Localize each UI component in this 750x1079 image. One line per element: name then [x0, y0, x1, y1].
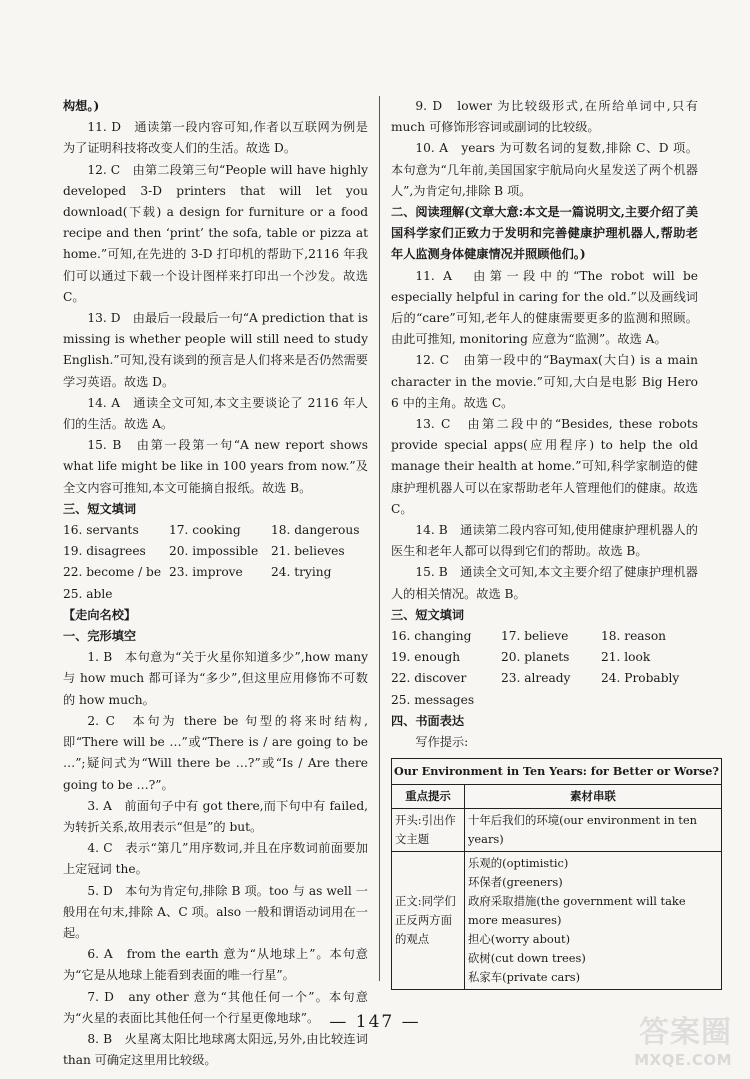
blank-23: 23. improve [169, 565, 243, 580]
answer-9: 9. D lower 为比较级形式,在所给单词中,只有 much 可修饰形容词或副词的比较级。 [391, 99, 698, 135]
answer-2: 2. C 本句为 there be 句型的将来时结构,即“There will be …”或“There is / are going to be …”;疑问式为“Will there be …?”或“Is / Are there going to be …?”。 [63, 713, 368, 792]
table-header: 重点提示 [392, 785, 465, 809]
blank-16: 16. changing [391, 629, 472, 644]
right-column [391, 96, 719, 990]
writing-outline-table [391, 758, 722, 990]
answer-5: 5. D 本句为肯定句,排除 B 项。too 与 as well 一般用在句末,排除 A、C 项。also 一般和谓语动词用在一起。 [63, 883, 368, 940]
blank-22: 22. become / be [63, 565, 162, 580]
blank-answers [63, 520, 368, 605]
blank-17: 17. believe [501, 629, 569, 644]
answer-14: 14. B 通读第二段内容可知,使用健康护理机器人的医生和老年人都可以得到它们的帮助。故选 B。 [391, 523, 698, 559]
table-cell [465, 852, 722, 990]
answer-6: 6. A from the earth 意为“从地球上”。本句意为“它是从地球上能看到表面的唯一行星”。 [63, 947, 368, 983]
blank-25: 25. messages [391, 692, 475, 707]
table-cell: 十年后我们的环境(our environment in ten years) [465, 809, 722, 852]
answer-8: 8. B 火星离太阳比地球离太阳远,另外,由比较连词 than 可确定这里用比较级。 [63, 1031, 368, 1068]
list-item: 担心(worry about) [468, 932, 571, 947]
answer-4: 4. C 表示“第几”用序数词,并且在序数词前面要加上定冠词 the。 [63, 841, 368, 877]
blank-23: 23. already [501, 671, 571, 686]
blank-20: 20. impossible [169, 544, 259, 559]
answer-11: 11. A 由第一段中的“The robot will be especially helpful in caring for the old.”以及画线词后的“care”可知,老年人的健康需要更多的监测和照顾。由此可推知, monitoring 应意为“监测”。故选 A。 [391, 268, 698, 347]
answer-7: 7. D any other 意为“其他任何一个”。本句意为“火星的表面比其他任何一个行星更像地球”。 [63, 989, 368, 1025]
answer-11: 11. D 通读第一段内容可知,作者以互联网为例是为了证明科技将改变人们的生活。故选 D。 [63, 120, 368, 156]
blank-19: 19. disagrees [63, 544, 146, 559]
section-heading: 四、书面表达 [391, 713, 465, 728]
page-number: — 147 — [329, 1012, 421, 1032]
left-column [63, 96, 368, 1071]
list-item: 砍树(cut down trees) [468, 951, 586, 966]
blank-24: 24. Probably [601, 671, 680, 686]
answer-12: 12. C 由第一段中的“Baymax(大白) is a main character in the movie.”可知,大白是电影 Big Hero 6 中的主角。故选 C。 [391, 353, 698, 410]
list-item: 乐观的(optimistic) [468, 856, 569, 871]
blank-21: 21. believes [271, 544, 345, 559]
blank-24: 24. trying [271, 565, 332, 580]
blank-22: 22. discover [391, 671, 467, 686]
watermark [612, 1011, 742, 1073]
answer-14: 14. A 通读全文可知,本文主要谈论了 2116 年人们的生活。故选 A。 [63, 395, 368, 432]
answer-13: 13. C 由第二段中的“Besides, these robots provide special apps(应用程序) to help the old manage their health at home.”可知,科学家制造的健康护理机器人可以在家帮助老年人管理他们的健康。故选 C。 [391, 417, 698, 516]
answer-1: 1. B 本句意为“关于火星你知道多少”,how many 与 how much 都可译为“多少”,但这里应用修饰不可数的 how much。 [63, 650, 368, 707]
answer-15: 15. B 由第一段第一句“A new report shows what life might be like in 100 years from now.”及全文内容可推知,本文可能摘自报纸。故选 B。 [63, 438, 368, 495]
list-item: 私家车(private cars) [468, 970, 581, 985]
blank-20: 20. planets [501, 650, 570, 665]
section-heading: 三、短文填词 [63, 501, 137, 516]
section-heading: 一、完形填空 [63, 629, 137, 644]
list-item: 环保者(greeners) [468, 875, 563, 890]
watermark-logo: 答案圈 [639, 1015, 732, 1050]
table-cell: 正文:同学们正反两方面的观点 [392, 852, 465, 990]
blank-answers [391, 626, 698, 711]
blank-18: 18. reason [601, 629, 667, 644]
blank-19: 19. enough [391, 650, 461, 665]
list-item: 政府采取措施(the government will take more measures) [468, 894, 686, 928]
part-heading: 【走向名校】 [63, 607, 137, 622]
answer-12: 12. C 由第二段第三句“People will have highly developed 3-D printers that will let you download(下载) a design for furniture or a food recipe and then ‘print’ the sofa, table or pizza at home.”可知,在先进的 3-D 打印机的帮助下,2116 年我们可以通过下载一个设计图样来打印出一个沙发。故选 C。 [63, 162, 368, 304]
blank-25: 25. able [63, 586, 113, 601]
table-header: 素材串联 [465, 785, 722, 809]
writing-label: 写作提示: [415, 735, 469, 750]
blank-21: 21. look [601, 650, 651, 665]
answer-13: 13. D 由最后一段最后一句“A prediction that is missing is whether people will still need to study English.”可知,没有谈到的预言是人们将来是否仍然需要学习英语。故选 D。 [63, 311, 368, 389]
answer-10: 10. A years 为可数名词的复数,排除 C、D 项。本句意为“几年前,美国国家宇航局向火星发送了两个机器人”,为肯定句,排除 B 项。 [391, 141, 698, 198]
table-cell: 开头:引出作文主题 [392, 809, 465, 852]
answer-3: 3. A 前面句子中有 got there,而下句中有 failed,为转折关系,故用表示“但是”的 but。 [63, 798, 368, 834]
blank-16: 16. servants [63, 523, 139, 538]
table-title: Our Environment in Ten Years: for Better or Worse? [392, 759, 722, 785]
continued-text: 构想。) [63, 99, 100, 113]
blank-17: 17. cooking [169, 523, 241, 538]
column-divider [379, 96, 380, 981]
blank-18: 18. dangerous [271, 523, 360, 538]
answer-15: 15. B 通读全文可知,本文主要介绍了健康护理机器人的相关情况。故选 B。 [391, 565, 698, 601]
watermark-url: MXQE.COM [634, 1051, 732, 1069]
section-heading: 三、短文填词 [391, 607, 465, 622]
section-heading: 二、阅读理解(文章大意:本文是一篇说明文,主要介绍了美国科学家们正致力于发明和完善健康护理机器人,帮助老年人监测身体健康情况并照顾他们。) [391, 205, 699, 262]
